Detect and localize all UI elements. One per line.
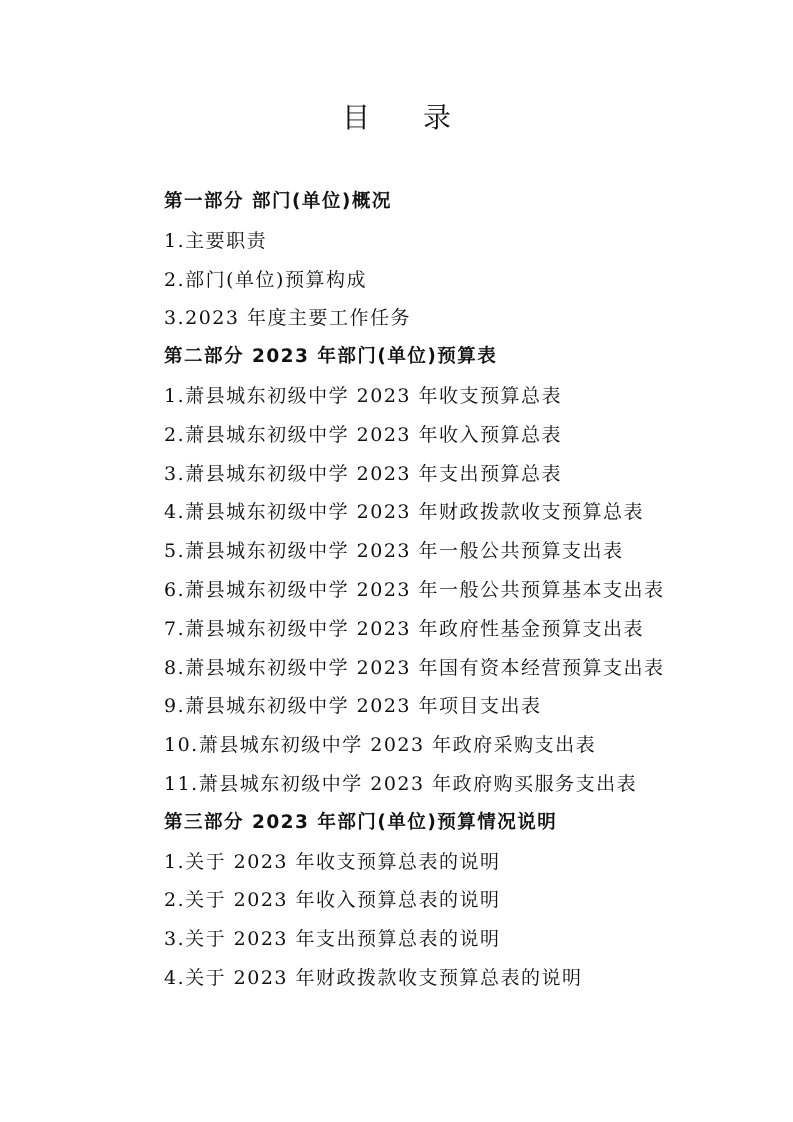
toc-item[interactable]: 11.萧县城东初级中学 2023 年政府购买服务支出表: [164, 772, 638, 795]
toc-item[interactable]: 2.萧县城东初级中学 2023 年收入预算总表: [164, 423, 563, 446]
toc-item[interactable]: 10.萧县城东初级中学 2023 年政府采购支出表: [164, 734, 597, 757]
toc-item[interactable]: 4.关于 2023 年财政拨款收支预算总表的说明: [164, 966, 583, 989]
toc-item[interactable]: 1.关于 2023 年收支预算总表的说明: [164, 850, 501, 873]
toc-item[interactable]: 6.萧县城东初级中学 2023 年一般公共预算基本支出表: [164, 578, 665, 601]
toc-heading-part-1[interactable]: 第一部分 部门(单位)概况: [164, 191, 392, 212]
toc-item[interactable]: 4.萧县城东初级中学 2023 年财政拨款收支预算总表: [164, 501, 645, 524]
toc-item[interactable]: 9.萧县城东初级中学 2023 年项目支出表: [164, 695, 542, 718]
toc-item[interactable]: 2.部门(单位)预算构成: [164, 268, 367, 291]
toc-item[interactable]: 1.萧县城东初级中学 2023 年收支预算总表: [164, 384, 563, 407]
toc-item[interactable]: 8.萧县城东初级中学 2023 年国有资本经营预算支出表: [164, 656, 665, 679]
toc-item[interactable]: 3.2023 年度主要工作任务: [164, 307, 412, 330]
toc-heading-part-2[interactable]: 第二部分 2023 年部门(单位)预算表: [164, 346, 498, 368]
toc-item[interactable]: 7.萧县城东初级中学 2023 年政府性基金预算支出表: [164, 617, 645, 640]
toc-item[interactable]: 1.主要职责: [164, 229, 268, 252]
toc-heading-part-3[interactable]: 第三部分 2023 年部门(单位)预算情况说明: [164, 811, 558, 833]
toc-item[interactable]: 3.关于 2023 年支出预算总表的说明: [164, 928, 501, 951]
toc-item[interactable]: 3.萧县城东初级中学 2023 年支出预算总表: [164, 462, 563, 485]
page-title: 目 录: [342, 101, 473, 134]
toc-item[interactable]: 2.关于 2023 年收入预算总表的说明: [164, 889, 501, 912]
toc-item[interactable]: 5.萧县城东初级中学 2023 年一般公共预算支出表: [164, 540, 624, 563]
table-of-contents: [164, 183, 744, 998]
